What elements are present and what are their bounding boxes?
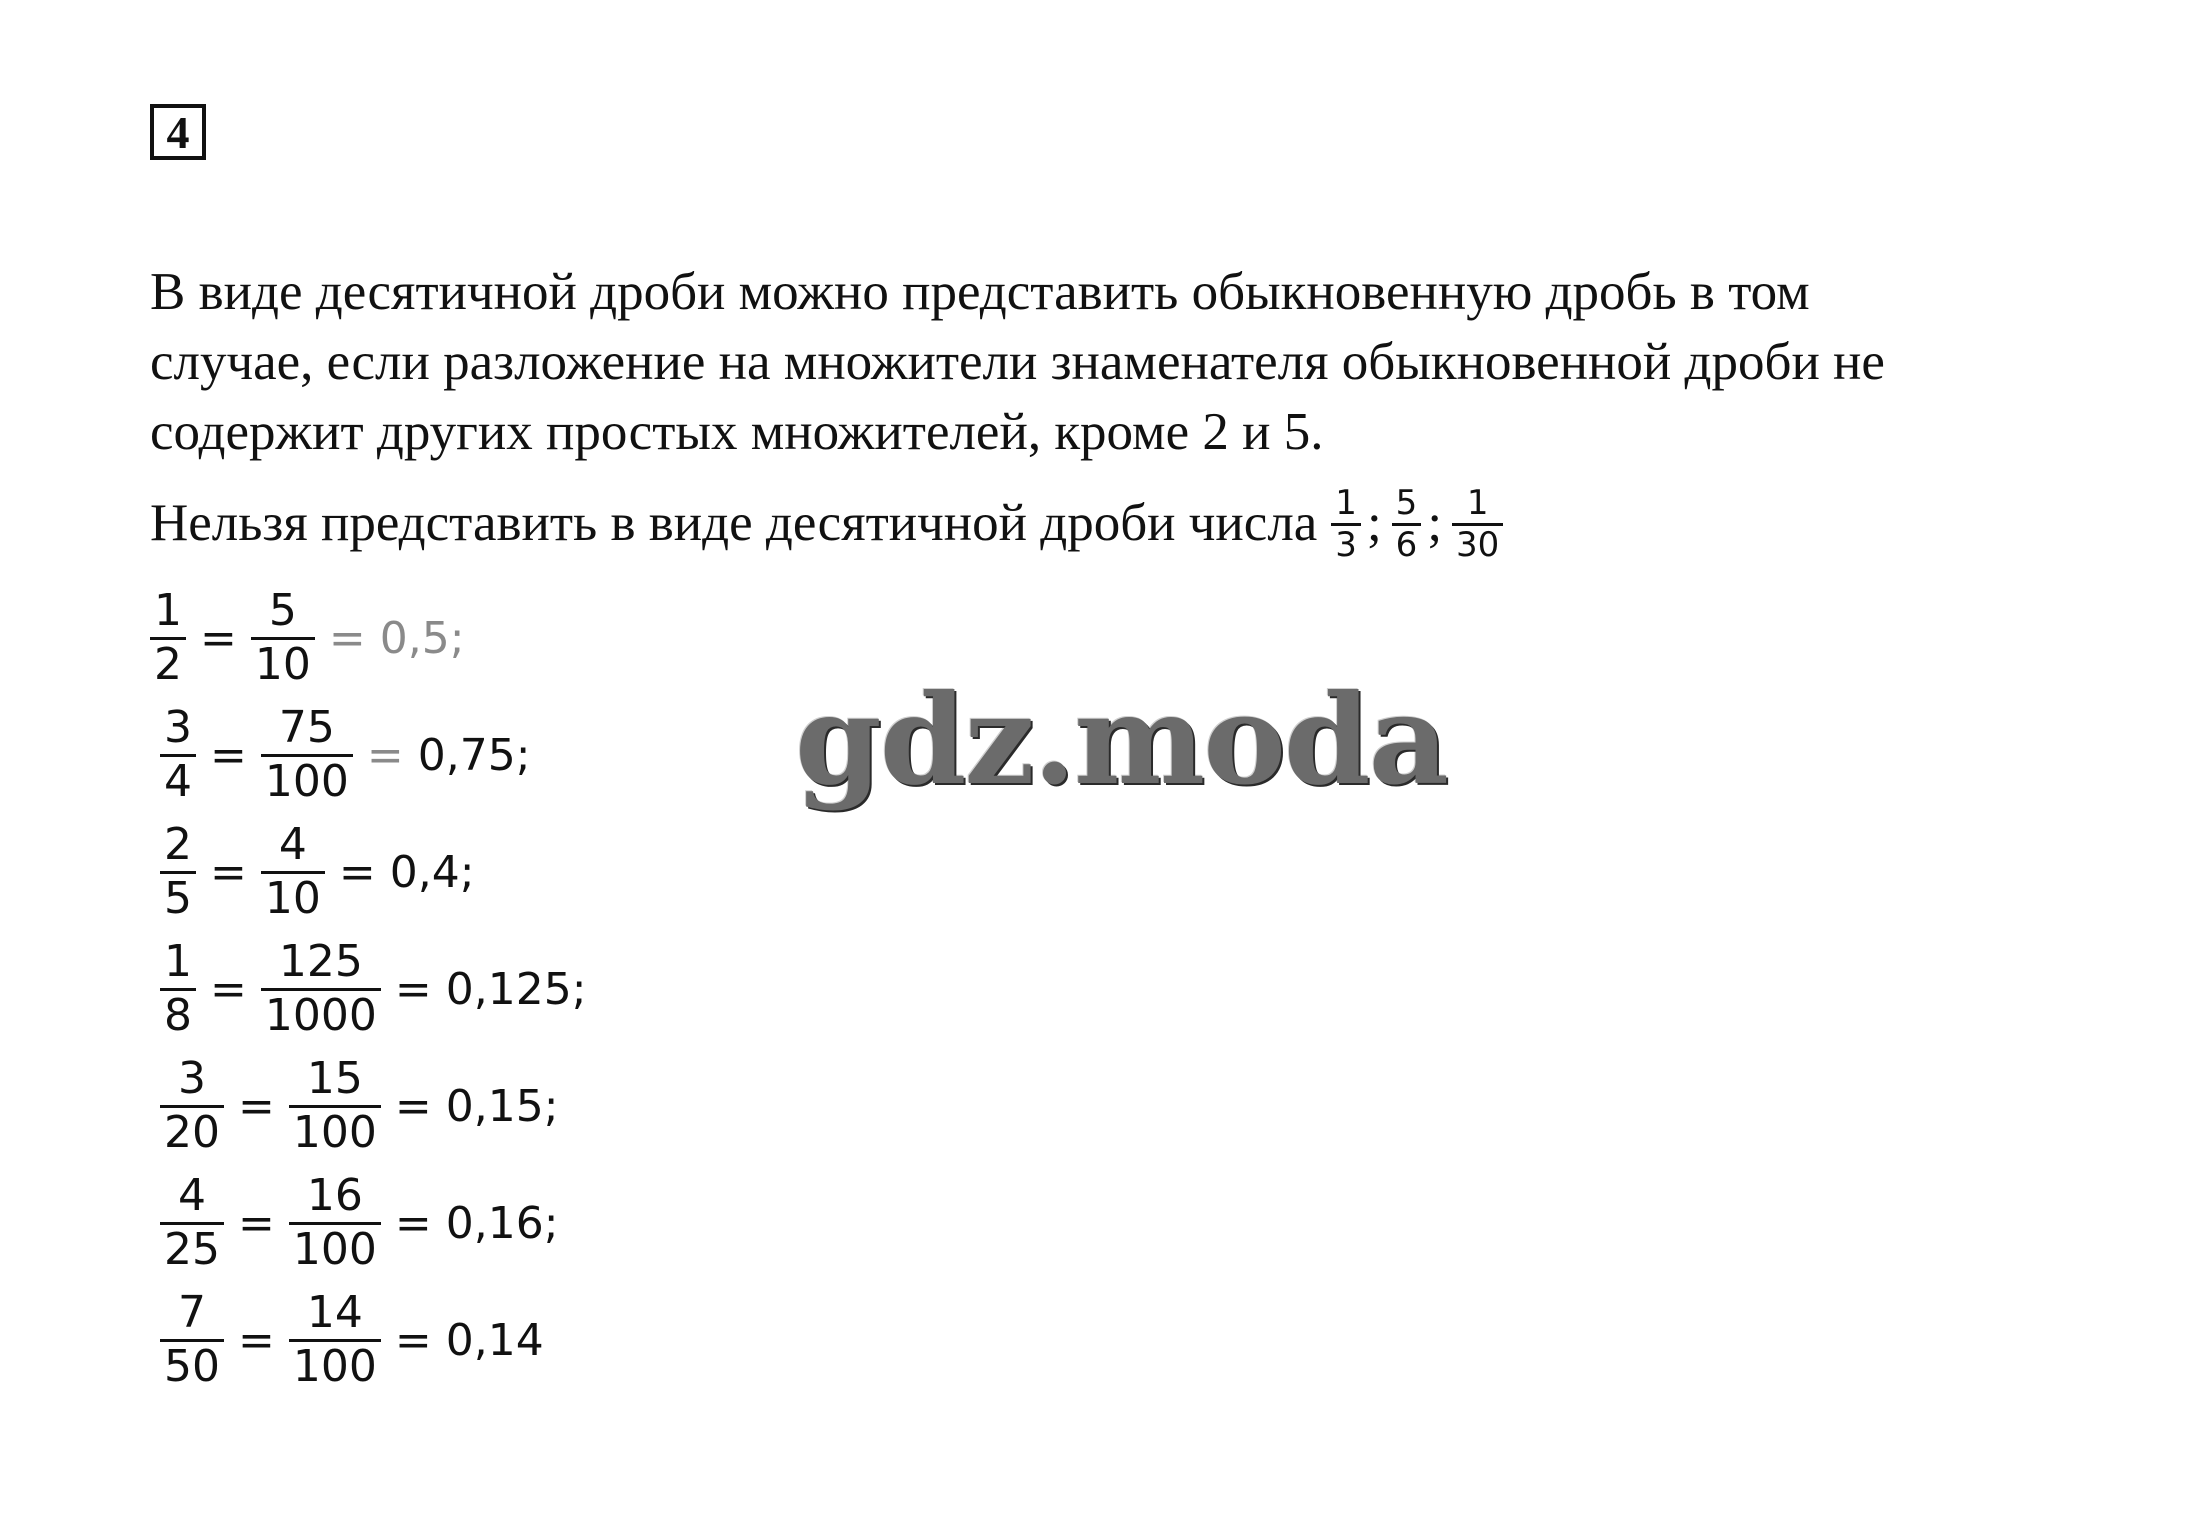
equation-row-7: [160, 1282, 544, 1398]
task-number-box: [150, 104, 206, 160]
equals-sign: =: [394, 1080, 432, 1132]
equals-sign: =: [210, 729, 247, 781]
explanation-line-3: содержит других простых множителей, кроме 2 и 5.: [150, 403, 1324, 461]
equation-row-6: [160, 1165, 559, 1281]
separator: ;: [1427, 493, 1443, 552]
decimal-result: 0,14: [445, 1314, 544, 1366]
fraction: $\frac{4}{25}$: [160, 1171, 224, 1275]
fraction: $\frac{5}{10}$: [251, 586, 315, 690]
fraction-1-3: $\frac{1}{3}$: [1331, 484, 1361, 565]
fraction: $\frac{14}{100}$: [289, 1288, 381, 1392]
equation-row-3: [160, 814, 475, 930]
cannot-represent-line: [150, 482, 1503, 566]
decimal-result: 0,5;: [379, 612, 465, 664]
fraction: $\frac{3}{20}$: [160, 1054, 224, 1158]
decimal-result: 0,125;: [445, 963, 587, 1015]
decimal-result: 0,4;: [389, 846, 475, 898]
equals-sign: =: [238, 1197, 275, 1249]
equals-sign: =: [394, 1314, 432, 1366]
explanation-line-1: В виде десятичной дроби можно представить обыкновенную дробь в том: [150, 263, 1810, 321]
separator: ;: [1366, 493, 1382, 552]
equation-row-4: [160, 931, 587, 1047]
watermark: gdz.moda: [795, 668, 1447, 813]
equals-sign: =: [394, 963, 432, 1015]
equals-sign: =: [394, 1197, 432, 1249]
fraction: $\frac{3}{4}$: [160, 703, 196, 807]
fraction-5-6: $\frac{5}{6}$: [1392, 484, 1422, 565]
equals-sign: =: [338, 846, 376, 898]
fraction: $\frac{4}{10}$: [261, 820, 325, 924]
decimal-result: 0,75;: [417, 729, 531, 781]
equals-sign: =: [200, 612, 237, 664]
fraction: $\frac{16}{100}$: [289, 1171, 381, 1275]
equals-sign: =: [210, 963, 247, 1015]
fraction: $\frac{1}{2}$: [150, 586, 186, 690]
fraction-1-30: $\frac{1}{30}$: [1452, 484, 1503, 565]
equals-sign: =: [238, 1314, 275, 1366]
equation-row-5: [160, 1048, 559, 1164]
fraction: $\frac{75}{100}$: [261, 703, 353, 807]
equation-row-1: [150, 580, 465, 696]
equation-row-2: [160, 697, 531, 813]
equals-sign: =: [328, 612, 366, 664]
fraction: $\frac{125}{1000}$: [261, 937, 381, 1041]
explanation-line-2: случае, если разложение на множители знаменателя обыкновенной дроби не: [150, 333, 1885, 391]
fraction: $\frac{7}{50}$: [160, 1288, 224, 1392]
equals-sign: =: [366, 729, 404, 781]
fraction: $\frac{2}{5}$: [160, 820, 196, 924]
fraction: $\frac{15}{100}$: [289, 1054, 381, 1158]
equals-sign: =: [210, 846, 247, 898]
decimal-result: 0,16;: [445, 1197, 559, 1249]
equals-sign: =: [238, 1080, 275, 1132]
cannot-represent-text: Нельзя представить в виде десятичной дроби числа: [150, 493, 1318, 552]
task-number: 4: [166, 107, 190, 158]
decimal-result: 0,15;: [445, 1080, 559, 1132]
fraction: $\frac{1}{8}$: [160, 937, 196, 1041]
